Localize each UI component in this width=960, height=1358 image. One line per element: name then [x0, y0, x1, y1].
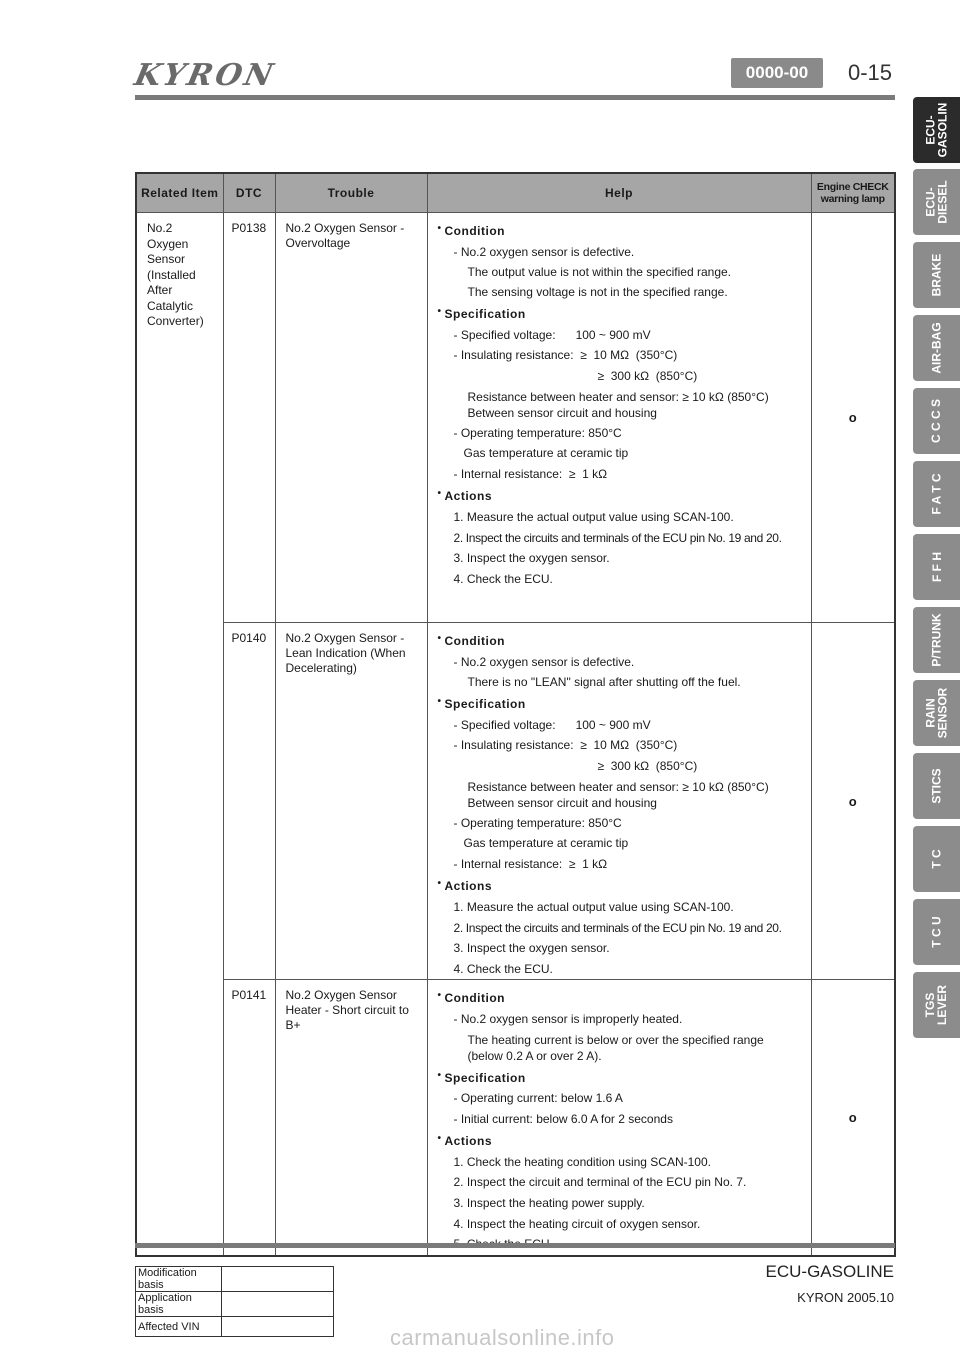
help-line: The output value is not within the specified range.: [467, 265, 731, 280]
warning-lamp-mark: o: [811, 213, 895, 623]
help-line: 2. Inspect the circuits and terminals of the ECU pin No. 19 and 20.: [453, 530, 782, 545]
help-line: - Operating temperature: 850°C: [453, 815, 622, 830]
trouble-text: No.2 Oxygen Sensor Heater - Short circuit to B+: [285, 988, 409, 1033]
header-help: Help: [427, 173, 811, 213]
help-line: The heating current is below or over the specified range (below 0.2 A or over 2 A).: [467, 1032, 764, 1063]
help-line: - Specified voltage: 100 ~ 900 mV: [453, 327, 651, 342]
help-line: There is no "LEAN" signal after shutting off the fuel.: [467, 675, 741, 690]
help-line: 3. Inspect the oxygen sensor.: [453, 551, 610, 566]
table-row: [136, 1267, 334, 1292]
help-line: - Initial current: below 6.0 A for 2 seconds: [453, 1111, 673, 1126]
dtc-code: P0140: [231, 631, 267, 645]
header-divider: [135, 95, 895, 100]
header-related-item: Related Item: [136, 173, 223, 213]
header-dtc: DTC: [223, 173, 275, 213]
table-row: [136, 213, 895, 623]
tab-p-trunk[interactable]: P/TRUNK: [913, 607, 960, 673]
tab-tc[interactable]: T C: [913, 826, 960, 892]
mod-row-label: Modification basis: [136, 1267, 222, 1292]
help-line: - Operating temperature: 850°C: [453, 425, 622, 440]
help-line: - Operating current: below 1.6 A: [453, 1091, 623, 1106]
mod-row-value: [222, 1317, 334, 1337]
trouble-text: No.2 Oxygen Sensor - Overvoltage: [285, 221, 405, 250]
footer-model-date: KYRON 2005.10: [797, 1290, 894, 1305]
help-line: Resistance between heater and sensor: ≥ 10 kΩ (850°C) Between sensor circuit and housing: [467, 779, 769, 810]
mod-row-value: [222, 1267, 334, 1292]
help-line: 1. Check the heating condition using SCAN-100.: [453, 1154, 711, 1169]
help-line: 1. Measure the actual output value using SCAN-100.: [453, 899, 734, 914]
dtc-code: P0141: [231, 988, 267, 1003]
tab-ffh[interactable]: F F H: [913, 534, 960, 600]
condition-heading: • Condition: [438, 986, 805, 1009]
condition-heading: • Condition: [438, 219, 805, 242]
table-row: [136, 623, 895, 980]
help-line: Gas temperature at ceramic tip: [463, 836, 629, 851]
condition-heading: • Condition: [438, 629, 805, 652]
related-item-cell: [136, 213, 223, 1256]
table-row: [136, 1292, 334, 1317]
specification-heading: • Specification: [438, 1066, 805, 1089]
help-line: 3. Inspect the heating power supply.: [453, 1196, 645, 1211]
help-line: 2. Inspect the circuits and terminals of the ECU pin No. 19 and 20.: [453, 920, 782, 935]
help-line: - No.2 oxygen sensor is defective.: [453, 244, 635, 259]
help-line: ≥ 300 kΩ (850°C): [597, 368, 698, 383]
warning-lamp-mark: o: [811, 980, 895, 1256]
help-line: 2. Inspect the circuit and terminal of the ECU pin No. 7.: [453, 1175, 747, 1190]
watermark-text: carmanualsonline.info: [390, 1325, 615, 1350]
help-line: ≥ 300 kΩ (850°C): [597, 758, 698, 773]
mod-row-label: Affected VIN: [136, 1317, 222, 1337]
help-line: - Internal resistance: ≥ 1 kΩ: [453, 466, 608, 481]
header-trouble: Trouble: [275, 173, 427, 213]
help-line: - No.2 oxygen sensor is defective.: [453, 654, 635, 669]
help-line: 4. Inspect the heating circuit of oxygen sensor.: [453, 1216, 701, 1231]
trouble-text: No.2 Oxygen Sensor - Lean Indication (When Decelerating): [285, 631, 406, 675]
footer-section-title: ECU-GASOLINE: [765, 1262, 894, 1281]
help-line: 3. Inspect the oxygen sensor.: [453, 941, 610, 956]
warning-lamp-mark: o: [811, 623, 895, 980]
help-line: - No.2 oxygen sensor is improperly heated.: [453, 1011, 683, 1026]
tab-ecu-gasoline[interactable]: ECU- GASOLIN: [913, 97, 960, 163]
help-line: - Specified voltage: 100 ~ 900 mV: [453, 717, 651, 732]
tab-ecu-diesel[interactable]: ECU- DIESEL: [913, 169, 960, 235]
help-line: 4. Check the ECU.: [453, 961, 553, 976]
dtc-code: P0138: [231, 221, 267, 235]
tab-tcu[interactable]: T C U: [913, 899, 960, 965]
footer-divider: [135, 1243, 895, 1248]
help-line: - Insulating resistance: ≥ 10 MΩ (350°C): [453, 738, 678, 753]
tab-stics[interactable]: STICS: [913, 753, 960, 819]
specification-heading: • Specification: [438, 692, 805, 715]
dtc-table: [135, 172, 896, 1257]
help-line: The sensing voltage is not in the specified range.: [467, 285, 728, 300]
tab-air-bag[interactable]: AIR-BAG: [913, 315, 960, 381]
tab-tgs-lever[interactable]: TGS LEVER: [913, 972, 960, 1038]
tab-fatc[interactable]: F A T C: [913, 461, 960, 527]
header-warning-lamp: Engine CHECK warning lamp: [811, 173, 895, 213]
help-cell: [428, 213, 811, 589]
specification-heading: • Specification: [438, 302, 805, 325]
table-row: [136, 1317, 334, 1337]
help-line: 1. Measure the actual output value using SCAN-100.: [453, 509, 734, 524]
actions-heading: • Actions: [438, 1129, 805, 1152]
brand-logo: KYRON: [131, 58, 279, 93]
mod-row-value: [222, 1292, 334, 1317]
help-line: - Internal resistance: ≥ 1 kΩ: [453, 856, 608, 871]
page-number: 0-15: [848, 60, 893, 85]
modification-table: [135, 1266, 334, 1337]
help-cell: [428, 623, 811, 979]
section-code-badge: 0000-00: [731, 58, 823, 88]
help-line: Resistance between heater and sensor: ≥ 10 kΩ (850°C) Between sensor circuit and housing: [467, 389, 769, 420]
table-row: [136, 980, 895, 1256]
tab-rain-sensor[interactable]: RAIN SENSOR: [913, 680, 960, 746]
related-item-text: No.2 Oxygen Sensor (Installed After Catalytic Converter): [147, 221, 204, 328]
table-header-row: [136, 173, 895, 213]
tab-brake[interactable]: BRAKE: [913, 242, 960, 308]
mod-row-label: Application basis: [136, 1292, 222, 1317]
actions-heading: • Actions: [438, 484, 805, 507]
help-line: - Insulating resistance: ≥ 10 MΩ (350°C): [453, 348, 678, 363]
tab-cccs[interactable]: C C C S: [913, 388, 960, 454]
actions-heading: • Actions: [438, 874, 805, 897]
help-cell: [428, 980, 811, 1255]
help-line: Gas temperature at ceramic tip: [463, 446, 629, 461]
help-line: 4. Check the ECU.: [453, 571, 553, 586]
